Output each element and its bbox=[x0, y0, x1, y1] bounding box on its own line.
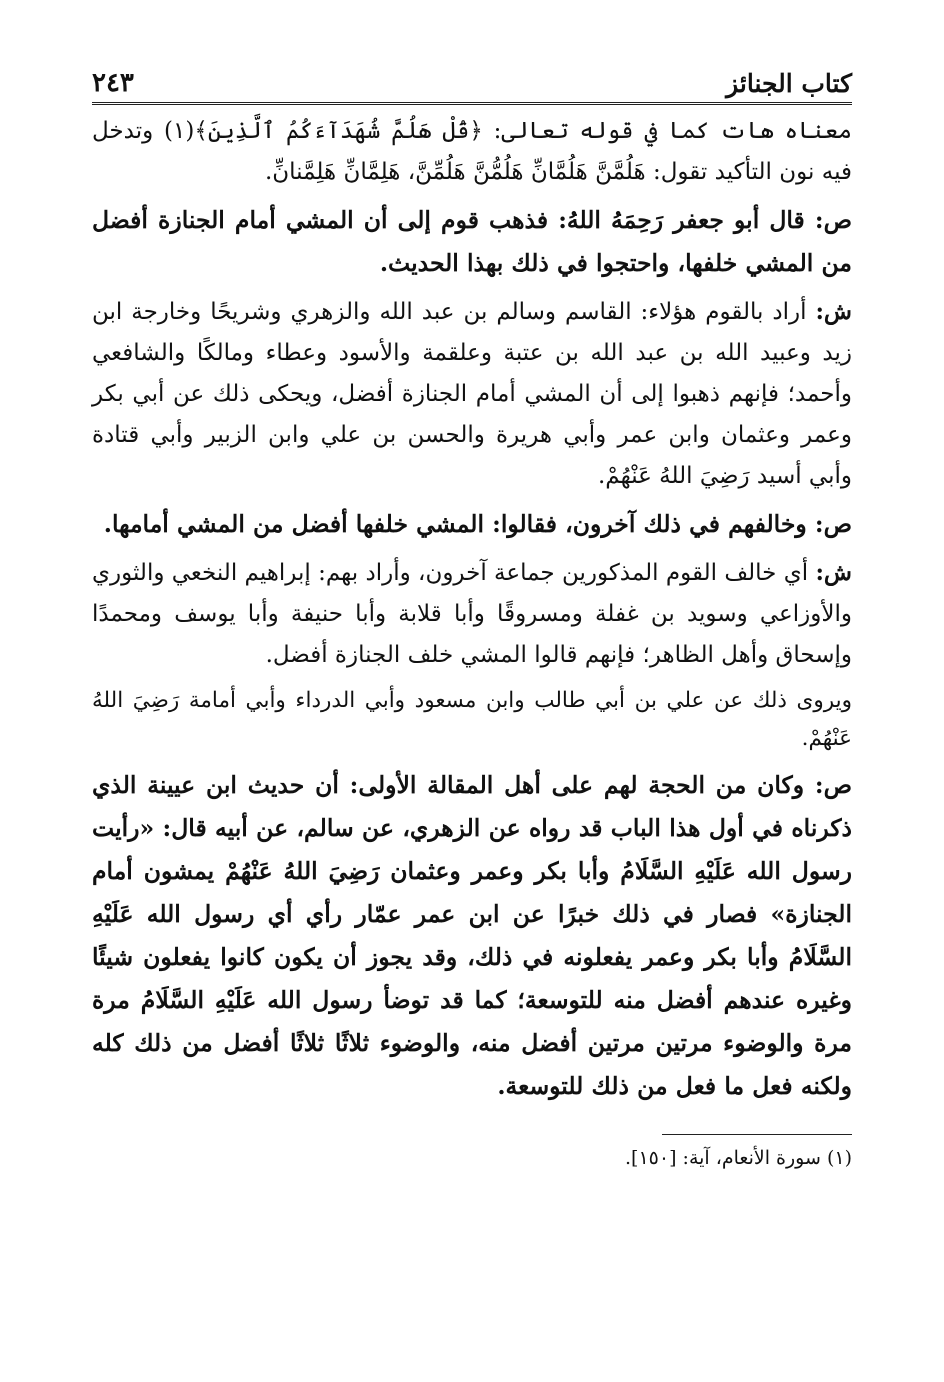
paragraph-note bbox=[92, 682, 852, 758]
paragraph-marker: ص: bbox=[814, 206, 852, 234]
paragraph-text: قال أبو جعفر رَحِمَهُ اللهُ: فذهب قوم إلى أن المشي أمام الجنازة أفضل من المشي خلفها، واحتجوا في ذلك بهذا الحديث. bbox=[92, 206, 852, 277]
paragraph-text: وكان من الحجة لهم على أهل المقالة الأولى: أن حديث ابن عيينة الذي ذكرناه في أول هذا الباب قد رواه عن الزهري، عن سالم، عن أبيه قال: «رأيت رسول الله عَلَيْهِ السَّلَامُ وأبا بكر وعمر وعثمان رَضِيَ اللهُ عَنْهُمْ يمشون أمام الجنازة» فصار في ذلك خبرًا عن ابن عمر عمّار رأي أي رسول الله عَلَيْهِ السَّلَامُ وأبا بكر وعمر يفعلونه في ذلك، وقد يجوز أن يكون كانوا يفعلون شيئًا وغيره عندهم أفضل منه للتوسعة؛ كما قد توضأ رسول الله عَلَيْهِ السَّلَامُ مرة مرة والوضوء مرتين مرتين أفضل منه، والوضوء ثلاثًا ثلاثًا أفضل من ذلك كله ولكنه فعل ما فعل من ذلك للتوسعة. bbox=[92, 771, 852, 1100]
paragraph-matn bbox=[92, 199, 852, 285]
paragraph-text: أراد بالقوم هؤلاء: القاسم وسالم بن عبد الله والزهري وشريحًا وخارجة ابن زيد وعبيد الله بن عبد الله بن عتبة وعلقمة والأسود وعطاء ومالكًا والشافعي وأحمد؛ فإنهم ذهبوا إلى أن المشي أمام الجنازة أفضل، ويحكى ذلك عن أبي بكر وعمر وعثمان وابن عمر وأبي هريرة والحسن بن علي وابن الزبير وأبي قتادة وأبي أسيد رَضِيَ اللهُ عَنْهُمْ. bbox=[92, 299, 852, 489]
paragraph-marker: ص: bbox=[814, 771, 853, 799]
paragraph-text: وخالفهم في ذلك آخرون، فقالوا: المشي خلفها أفضل من المشي أمامها. bbox=[103, 510, 807, 538]
paragraph-marker: ص: bbox=[814, 510, 852, 538]
page-number: ٢٤٣ bbox=[92, 68, 134, 98]
paragraph-text: أي خالف القوم المذكورين جماعة آخرون، وأراد بهم: إبراهيم النخعي والثوري والأوزاعي وسويد بن غفلة ومسروقًا وأبا قلابة وأبا حنيفة وأبا يوسف ومحمدًا وإسحاق وأهل الظاهر؛ فإنهم قالوا المشي خلف الجنازة أفضل. bbox=[92, 560, 852, 668]
running-head-title: كتاب الجنائز bbox=[726, 69, 852, 98]
paragraph-sharh bbox=[92, 552, 852, 676]
footnote-divider bbox=[662, 1134, 852, 1135]
paragraph-marker: ش: bbox=[815, 298, 853, 325]
paragraph-text: ويروى ذلك عن علي بن أبي طالب وابن مسعود وأبي الدرداء وأبي أمامة رَضِيَ اللهُ عَنْهُمْ. bbox=[92, 688, 852, 751]
paragraph-matn bbox=[92, 764, 852, 1108]
page-body bbox=[92, 111, 852, 1108]
paragraph-marker: ش: bbox=[815, 559, 853, 586]
paragraph-text: معناه هات كما في قوله تعالى: ﴿قُلْ هَلُمَّ شُهَدَآءَكُمُ ٱلَّذِينَ﴾(١) وتدخل فيه نون التأكيد تقول: هَلُمَّنَّ هَلُمَّانِّ هَلُمُّنَّ هَلُمِّنَّ، هَلِمَّانِّ هَلِمَّنانِّ. bbox=[92, 118, 852, 185]
paragraph-commentary-intro bbox=[92, 111, 852, 193]
footnote: (١) سورة الأنعام، آية: [١٥٠]. bbox=[625, 1147, 852, 1169]
paragraph-matn bbox=[92, 503, 852, 546]
page-header bbox=[92, 52, 852, 105]
paragraph-sharh bbox=[92, 291, 852, 497]
